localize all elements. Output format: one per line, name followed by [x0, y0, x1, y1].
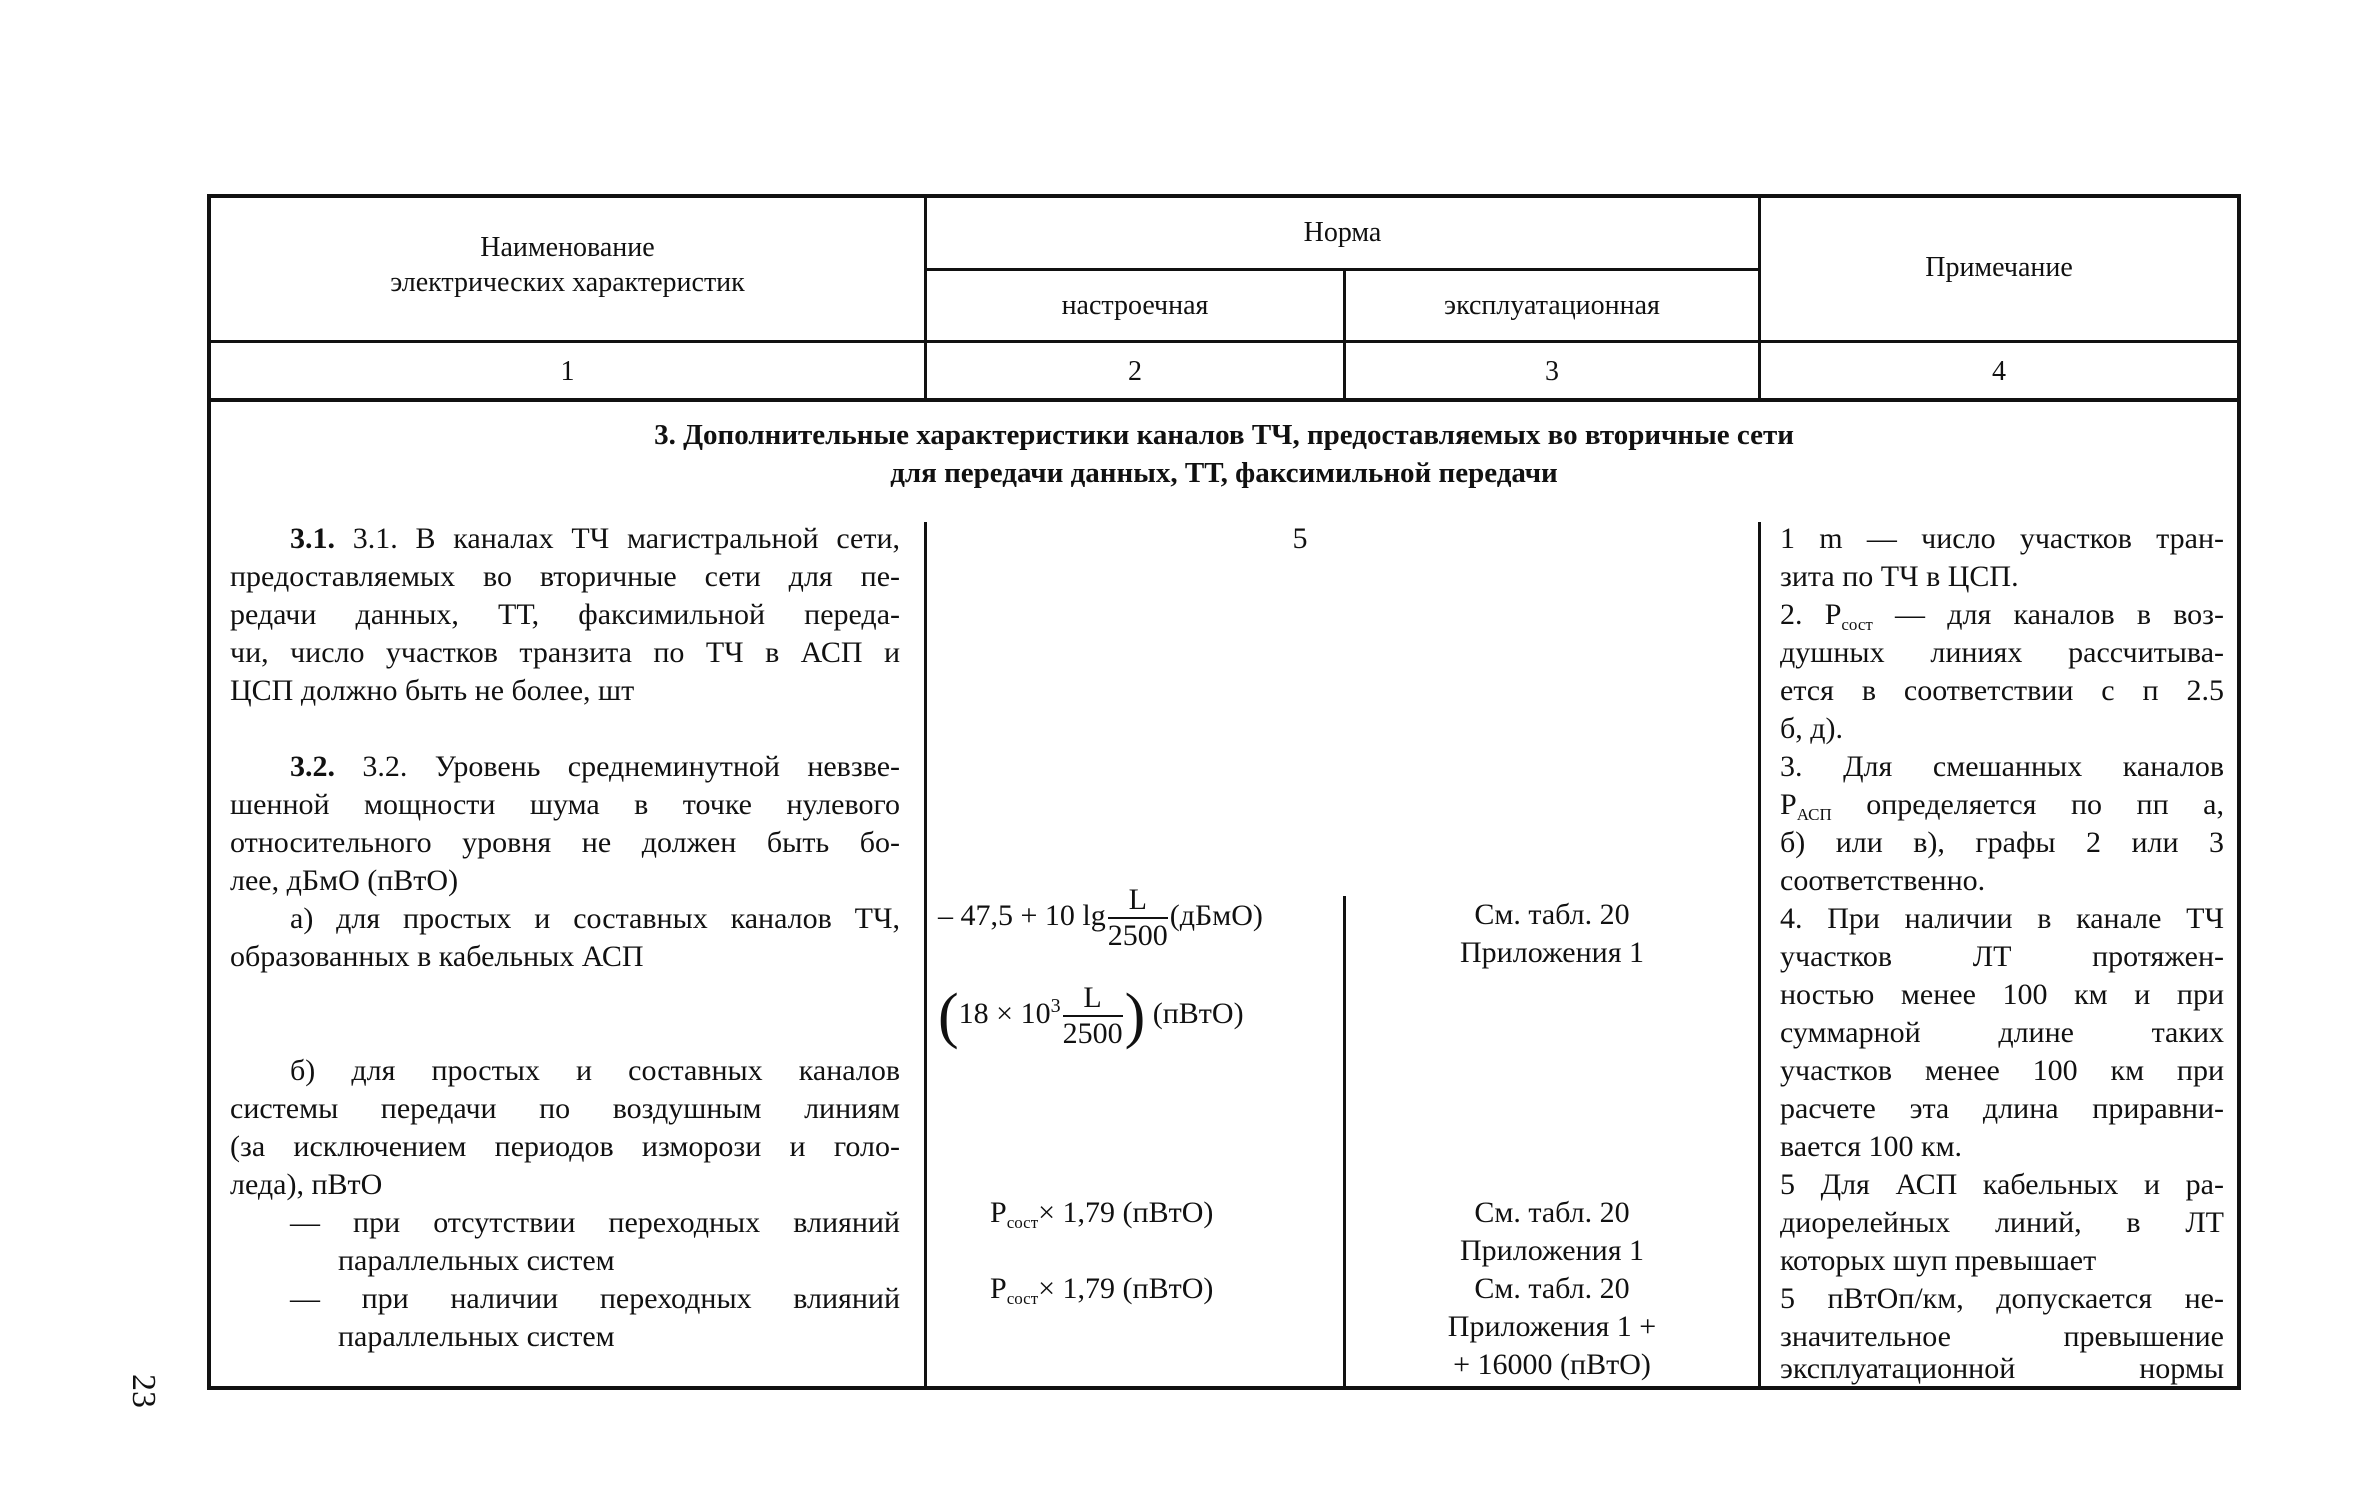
col1-line: 3.2. 3.2. Уровень среднеминутной невзве-: [290, 750, 900, 783]
header-number-1: 1: [560, 356, 575, 387]
note-line: участков менее 100 км при: [1780, 1054, 2224, 1087]
note-line: эксплуатационной нормы: [1780, 1352, 2224, 1385]
header-divider-bottom: [207, 398, 2241, 402]
col1-line: шенной мощности шума в точке нулевого: [230, 788, 900, 821]
ref-overhead1-line2: Приложения 1: [1460, 1234, 1644, 1267]
col1-line: — при наличии переходных влияний: [290, 1282, 900, 1315]
value-3-1: 5: [1292, 522, 1308, 555]
col1-line: параллельных систем: [338, 1320, 615, 1353]
header-col4: Примечание: [1925, 252, 2073, 283]
note-line: 3. Для смешанных каналов: [1780, 750, 2224, 783]
ref-cable-line1: См. табл. 20: [1474, 898, 1630, 931]
col1-line: (за исключением периодов изморози и голо-: [230, 1130, 900, 1163]
header-number-3: 3: [1545, 356, 1559, 387]
value-overhead-no-influence: $P_{сост}\times 1,79$ (пВтО): [990, 1196, 1214, 1232]
col-line-3-body: [1758, 522, 1761, 1388]
ref-overhead2-line1: См. табл. 20: [1474, 1272, 1630, 1305]
formula-cable-pwto: ($18 \times 10^3$ $\frac{L}{2500}$ ) (пВтО): [938, 981, 1244, 1051]
value-overhead-with-influence: $P_{сост}\times 1,79$ (пВтО): [990, 1272, 1214, 1308]
ref-overhead2-line3: + 16000 (пВтО): [1453, 1348, 1651, 1381]
col1-line: системы передачи по воздушным линиям: [230, 1092, 900, 1125]
formula-cable-dbmo: – 47,5 + 10 lg $\frac{L}{2500}$ (дБмО): [938, 883, 1263, 953]
note-line: ется в соответствии с п 2.5: [1780, 674, 2224, 707]
col1-line: леда), пВтО: [230, 1168, 383, 1201]
col1-line: относительного уровня не должен быть бо-: [230, 826, 900, 859]
table-border-right: [2237, 194, 2241, 1390]
note-line: 4. При наличии в канале ТЧ: [1780, 902, 2224, 935]
col1-line: а) для простых и составных каналов ТЧ,: [290, 902, 900, 935]
col1-line: редачи данных, ТТ, факсимильной переда-: [230, 598, 900, 631]
note-line: зита по ТЧ в ЦСП.: [1780, 560, 2019, 593]
note-line: 1 m — число участков тран-: [1780, 522, 2224, 555]
note-line: значительное превышение: [1780, 1320, 2224, 1353]
note-line: душных линиях рассчитыва-: [1780, 636, 2224, 669]
header-norm: Норма: [1303, 217, 1382, 248]
header-col1-line1: Наименование: [480, 232, 655, 263]
table-border-top: [207, 194, 2241, 198]
ref-overhead1-line1: См. табл. 20: [1474, 1196, 1630, 1229]
header-number-4: 4: [1992, 356, 2006, 387]
note-line: диорелейных линий, в ЛТ: [1780, 1206, 2224, 1239]
col1-line: образованных в кабельных АСП: [230, 940, 644, 973]
note-line: расчете эта длина приравни-: [1780, 1092, 2224, 1125]
note-line: ностью менее 100 км и при: [1780, 978, 2224, 1011]
col1-line: б) для простых и составных каналов: [290, 1054, 900, 1087]
ref-cable-line2: Приложения 1: [1460, 936, 1644, 969]
note-line: вается 100 км.: [1780, 1130, 1963, 1163]
note-line: участков ЛТ протяжен-: [1780, 940, 2224, 973]
note-line: суммарной длине таких: [1780, 1016, 2224, 1049]
header-col3: эксплуатационная: [1444, 290, 1660, 321]
note-line: 2. $P_{сост}$ — для каналов в воз-: [1780, 598, 2224, 634]
header-number-2: 2: [1128, 356, 1142, 387]
page-number: 23: [125, 1374, 162, 1408]
ref-overhead2-line2: Приложения 1 +: [1447, 1310, 1657, 1343]
col1-line: чи, число участков транзита по ТЧ в АСП и: [230, 636, 900, 669]
col1-line: предоставляемых во вторичные сети для пе-: [230, 560, 900, 593]
note-line: соответственно.: [1780, 864, 1986, 897]
section-title-line2: для передачи данных, ТТ, факсимильной передачи: [890, 457, 1558, 489]
header-divider-numbers: [207, 340, 2241, 343]
note-line: б, д).: [1780, 712, 1844, 745]
section-title-line1: 3. Дополнительные характеристики каналов ТЧ, предоставляемых во вторичные сети: [654, 419, 1794, 451]
col1-line: 3.1. 3.1. В каналах ТЧ магистральной сети,: [290, 522, 901, 555]
header-col2: настроечная: [1061, 290, 1209, 321]
note-line: 5 пВтОп/км, допускается не-: [1780, 1282, 2224, 1315]
note-line: 5 Для АСП кабельных и ра-: [1780, 1168, 2224, 1201]
note-line: которых шуп превышает: [1780, 1244, 2097, 1277]
col1-line: — при отсутствии переходных влияний: [290, 1206, 900, 1239]
header-col1-line2: электрических характеристик: [390, 267, 745, 298]
col1-line: лее, дБмО (пВтО): [230, 864, 459, 897]
note-line: $P_{АСП}$ определяется по пп а,: [1780, 788, 2224, 824]
note-line: б) или в), графы 2 или 3: [1780, 826, 2224, 859]
col1-line: ЦСП должно быть не более, шт: [230, 674, 635, 707]
col1-line: параллельных систем: [338, 1244, 615, 1277]
col-line-1-body: [924, 522, 927, 1388]
